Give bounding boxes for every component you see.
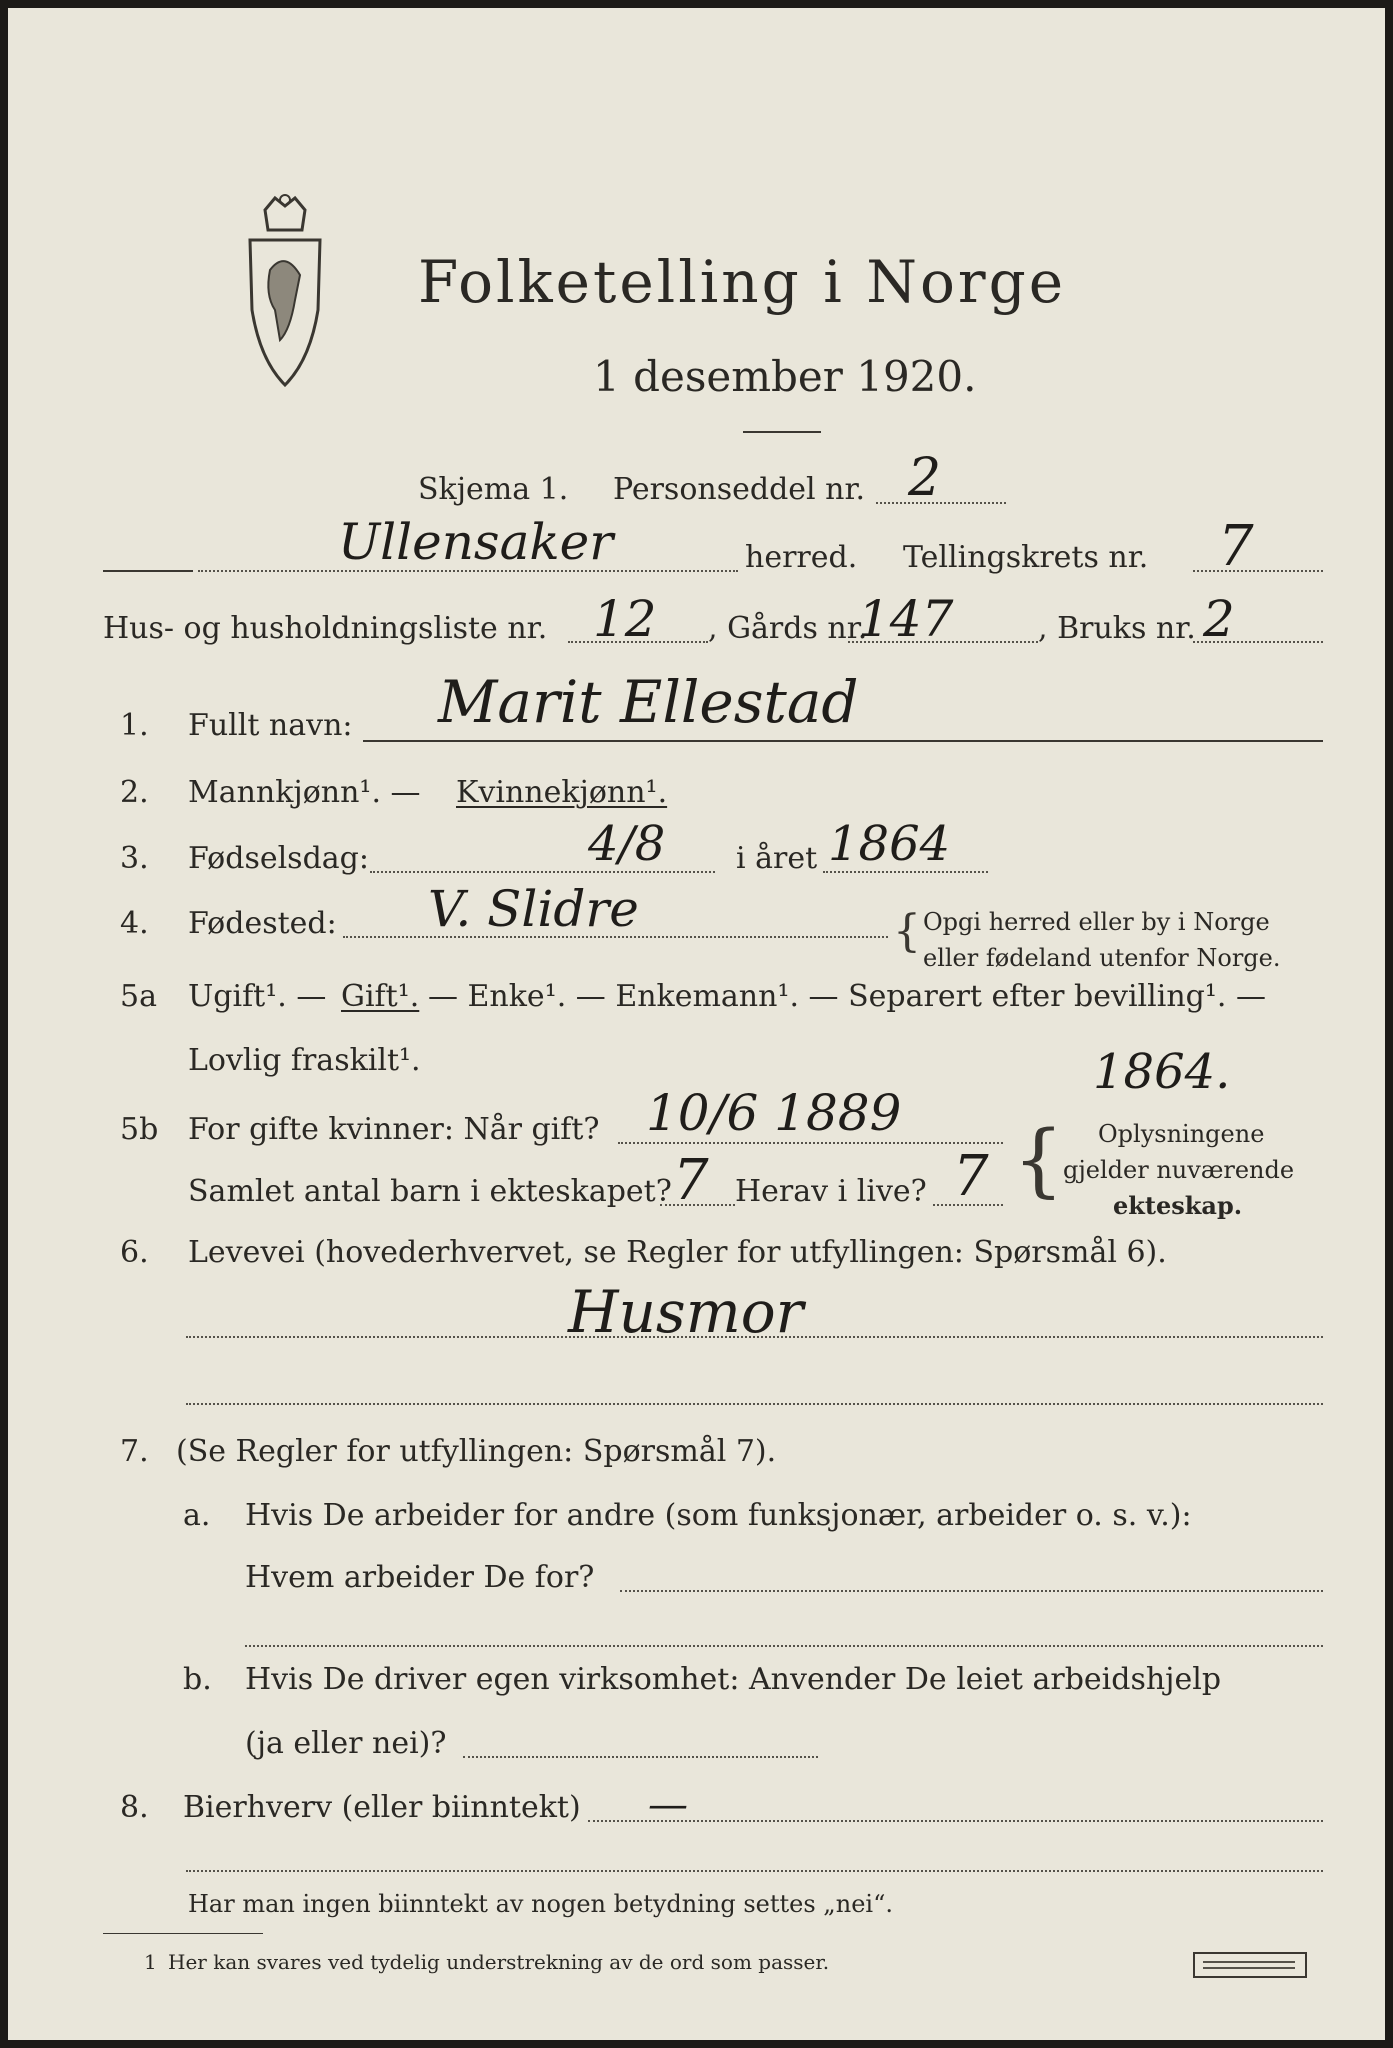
q4-value[interactable]: V. Slidre <box>428 880 639 938</box>
q1-value[interactable]: Marit Ellestad <box>438 668 859 736</box>
q4-label: Fødested: <box>188 906 337 941</box>
bruks-label: , Bruks nr. <box>1038 611 1196 646</box>
form-title: Folketelling i Norge <box>418 248 1067 316</box>
q4-note-2: eller fødeland utenfor Norge. <box>923 944 1281 972</box>
tellingskrets-dots <box>1193 570 1323 572</box>
q8-dots <box>588 1820 1323 1822</box>
q5b-note-1: Oplysningene <box>1098 1120 1265 1148</box>
q2-kvinnekjonn[interactable]: Kvinnekjønn¹. <box>456 775 668 810</box>
q5a-number: 5a <box>120 979 157 1014</box>
hus-value[interactable]: 12 <box>593 590 657 648</box>
q2-number: 2. <box>120 775 149 810</box>
skjema-label: Skjema 1. <box>418 472 569 507</box>
q7a-line-2: Hvem arbeider De for? <box>245 1560 595 1595</box>
title-divider <box>743 431 821 433</box>
herred-left-line <box>103 570 193 572</box>
form-date: 1 desember 1920. <box>593 352 977 401</box>
q8-dots-2 <box>186 1870 1323 1872</box>
q5a-gift[interactable]: Gift¹. <box>341 979 420 1014</box>
q7-number: 7. <box>120 1434 149 1469</box>
q7b-line-2: (ja eller nei)? <box>245 1726 447 1761</box>
q1-number: 1. <box>120 708 149 743</box>
footnote-mark: 1 <box>144 1950 157 1974</box>
q5b-alive-label: Herav i live? <box>735 1174 927 1209</box>
personseddel-value[interactable]: 2 <box>908 448 942 508</box>
q5b-alive-value[interactable]: 7 <box>953 1144 989 1209</box>
q6-dots-2 <box>186 1403 1323 1405</box>
q8-label: Bierhverv (eller biinntekt) <box>183 1790 581 1825</box>
q5b-children-value[interactable]: 7 <box>673 1148 709 1213</box>
q6-number: 6. <box>120 1235 149 1270</box>
q5b-label: For gifte kvinner: Når gift? <box>188 1112 600 1147</box>
q5b-value[interactable]: 10/6 1889 <box>646 1084 902 1142</box>
q5a-line-2: Lovlig fraskilt¹. <box>188 1043 421 1078</box>
q5b-note-2: gjelder nuværende <box>1063 1156 1295 1184</box>
footnote-text: Her kan svares ved tydelig understrekning av de ord som passer. <box>168 1950 830 1974</box>
q5b-number: 5b <box>120 1112 159 1147</box>
q7a-letter: a. <box>183 1498 211 1533</box>
q4-brace: { <box>893 906 921 957</box>
q4-number: 4. <box>120 906 149 941</box>
q6-value[interactable]: Husmor <box>568 1278 804 1346</box>
q8-number: 8. <box>120 1790 149 1825</box>
q7a-dots-2[interactable] <box>245 1645 1323 1647</box>
q1-line <box>363 740 1323 742</box>
q5b-brace: { <box>1013 1113 1064 1206</box>
q3-year-label: i året <box>736 841 818 876</box>
footnote-rule <box>103 1933 263 1934</box>
q6-label: Levevei (hovederhvervet, se Regler for utfyllingen: Spørsmål 6). <box>188 1235 1167 1270</box>
q5b-note-3: ekteskap. <box>1113 1191 1243 1220</box>
q5b-dots <box>618 1142 1003 1144</box>
q5a-ugift: Ugift¹. — <box>188 979 327 1014</box>
bruks-value[interactable]: 2 <box>1203 590 1235 648</box>
q7-label: (Se Regler for utfyllingen: Spørsmål 7). <box>176 1434 777 1469</box>
q5b-children-label: Samlet antal barn i ekteskapet? <box>188 1174 672 1209</box>
census-form-page <box>8 8 1385 2040</box>
q8-value[interactable]: — <box>648 1782 688 1828</box>
herred-label: herred. <box>745 540 858 575</box>
q7b-letter: b. <box>183 1662 212 1697</box>
q7b-dots[interactable] <box>463 1756 818 1758</box>
q3-label: Fødselsdag: <box>188 841 369 876</box>
norwegian-coat-of-arms-icon <box>240 190 330 390</box>
gards-value[interactable]: 147 <box>858 590 954 648</box>
printer-stamp-icon <box>1193 1952 1307 1978</box>
q4-note-1: Opgi herred eller by i Norge <box>923 908 1270 936</box>
tellingskrets-label: Tellingskrets nr. <box>903 540 1149 575</box>
tellingskrets-value[interactable]: 7 <box>1218 514 1254 579</box>
q6-dots-1 <box>186 1336 1323 1338</box>
q3-value[interactable]: 4/8 <box>588 816 666 872</box>
hus-label: Hus- og husholdningsliste nr. <box>103 611 548 646</box>
q7a-line-1: Hvis De arbeider for andre (som funksjonær, arbeider o. s. v.): <box>245 1498 1192 1533</box>
q7b-line-1: Hvis De driver egen virksomhet: Anvender De leiet arbeidshjelp <box>245 1662 1222 1697</box>
q3-year-value[interactable]: 1864 <box>828 816 951 872</box>
personseddel-label: Personseddel nr. <box>613 472 866 507</box>
q5a-rest: — Enke¹. — Enkemann¹. — Separert efter bevilling¹. — <box>428 979 1266 1014</box>
footer-note: Har man ingen biinntekt av nogen betydning settes „nei“. <box>188 1890 893 1918</box>
herred-value[interactable]: Ullensaker <box>338 513 614 571</box>
q3-number: 3. <box>120 841 149 876</box>
q2-mannkjonn: Mannkjønn¹. — <box>188 775 421 810</box>
q5a-margin-note: 1864. <box>1093 1044 1231 1100</box>
q7a-dots-1[interactable] <box>620 1590 1323 1592</box>
gards-label: , Gårds nr. <box>708 611 868 646</box>
q1-label: Fullt navn: <box>188 708 353 743</box>
